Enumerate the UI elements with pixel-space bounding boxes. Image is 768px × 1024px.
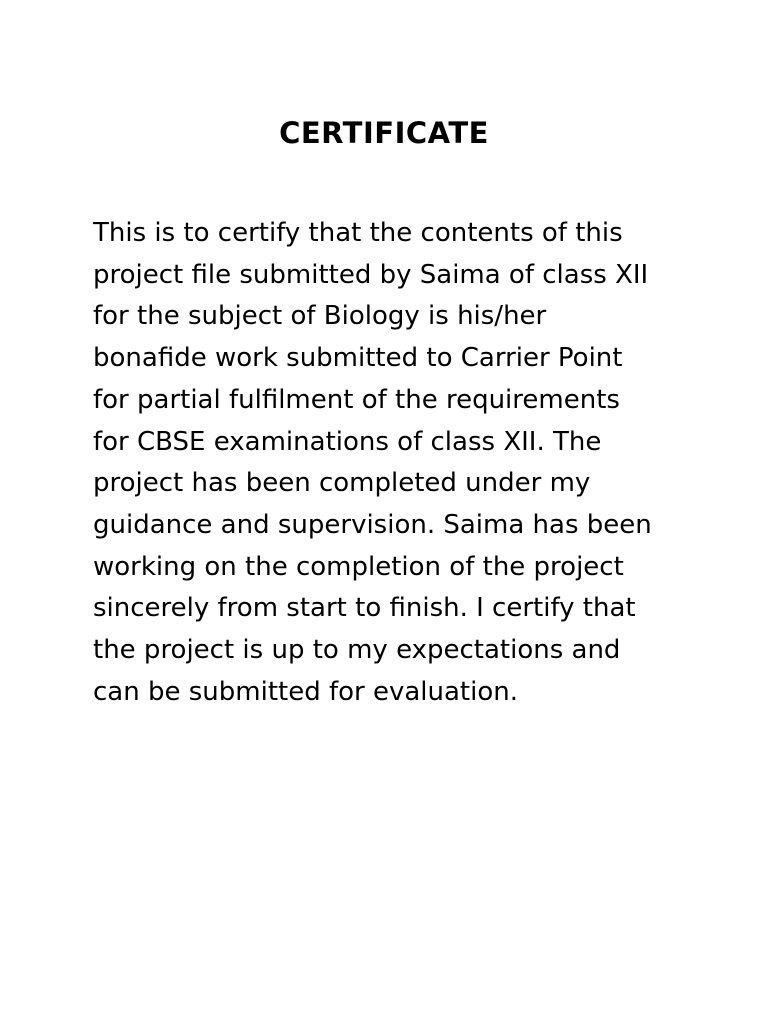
body-line: sincerely from start to finish. I certify that [93,593,636,624]
body-line: working on the completion of the project [93,551,624,582]
body-line: can be submitted for evaluation. [93,676,519,707]
body-line: bonafide work submitted to Carrier Point [93,343,623,374]
body-line: project has been completed under my [93,468,591,499]
body-line: for partial fulfilment of the requirements [93,384,620,415]
certificate-body [93,213,693,713]
body-line: the project is up to my expectations and [93,635,621,666]
body-line: for the subject of Biology is his/her [93,301,547,332]
body-line: for CBSE examinations of class XII. The [93,426,602,457]
body-line: This is to certify that the contents of this [93,218,623,248]
body-line: guidance and supervision. Saima has been [93,509,652,540]
certificate-title: CERTIFICATE [279,116,489,150]
body-line: project file submitted by Saima of class XII [93,259,649,290]
